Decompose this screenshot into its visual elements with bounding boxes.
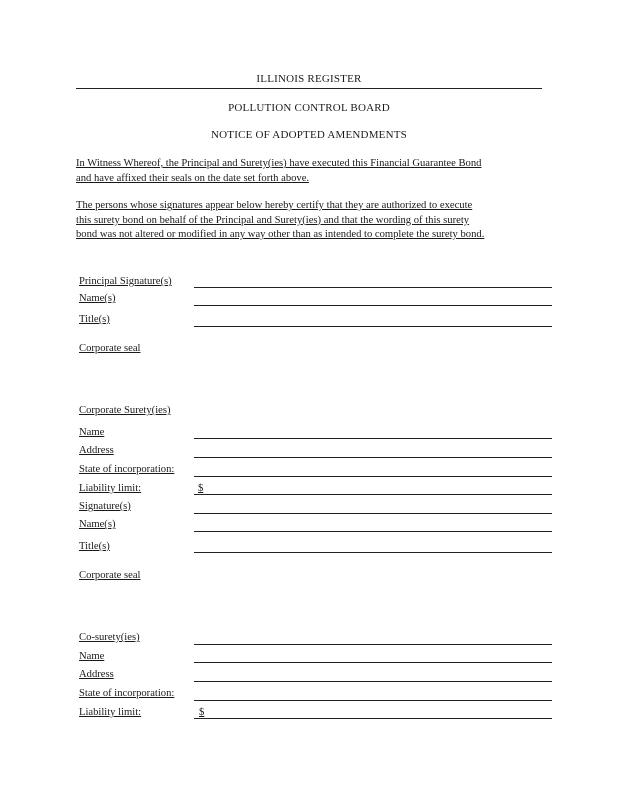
witness-line-1: In Witness Whereof, the Principal and Surety(ies) have executed this Financial Guarantee Bond: [76, 158, 482, 169]
principal-titles-field[interactable]: [194, 326, 552, 327]
principal-corporate-seal-label: Corporate seal: [79, 343, 141, 354]
cosurety-liability-currency: $: [199, 707, 205, 718]
cosurety-name-field[interactable]: [194, 662, 552, 663]
cosurety-state-label: State of incorporation:: [79, 688, 175, 699]
surety-state-label: State of incorporation:: [79, 464, 175, 475]
notice-title: NOTICE OF ADOPTED AMENDMENTS: [211, 129, 407, 141]
certify-line-2: this surety bond on behalf of the Principal and Surety(ies) and that the wording of this surety: [76, 214, 470, 226]
certify-line-3: bond was not altered or modified in any way other than as intended to complete the surety bond.: [76, 229, 485, 241]
surety-state-field[interactable]: [194, 476, 552, 477]
register-title: ILLINOIS REGISTER: [76, 73, 542, 89]
certify-paragraph: [76, 199, 546, 243]
principal-names-field[interactable]: [194, 305, 552, 306]
witness-paragraph: [76, 157, 546, 186]
certify-line-1: The persons whose signatures appear below hereby certify that they are authorized to execute: [76, 200, 473, 211]
cosurety-liability-label: Liability limit:: [79, 707, 142, 718]
cosurety-state-field[interactable]: [194, 700, 552, 701]
surety-signatures-label: Signature(s): [79, 501, 131, 512]
surety-address-label: Address: [79, 445, 114, 456]
principal-signature-label: Principal Signature(s): [79, 276, 172, 287]
principal-titles-label: Title(s): [79, 314, 110, 325]
surety-heading: Corporate Surety(ies): [79, 405, 171, 416]
surety-titles-label: Title(s): [79, 541, 110, 552]
surety-names-label: Name(s): [79, 519, 116, 530]
surety-name-field[interactable]: [194, 438, 552, 439]
surety-liability-currency: $: [198, 483, 204, 494]
cosurety-name-label: Name: [79, 651, 105, 662]
principal-signature-field[interactable]: [194, 287, 552, 288]
cosurety-heading-field[interactable]: [194, 644, 552, 645]
surety-titles-field[interactable]: [194, 552, 552, 553]
witness-line-2: and have affixed their seals on the date set forth above.: [76, 172, 310, 184]
cosurety-heading: Co-surety(ies): [79, 632, 140, 643]
surety-signatures-field[interactable]: [194, 513, 552, 514]
surety-liability-label: Liability limit:: [79, 483, 142, 494]
principal-names-label: Name(s): [79, 293, 116, 304]
surety-liability-field[interactable]: [194, 494, 552, 495]
surety-name-label: Name: [79, 427, 105, 438]
cosurety-address-field[interactable]: [194, 681, 552, 682]
cosurety-liability-field[interactable]: [194, 718, 552, 719]
board-name: POLLUTION CONTROL BOARD: [228, 102, 390, 114]
surety-address-field[interactable]: [194, 457, 552, 458]
cosurety-address-label: Address: [79, 669, 114, 680]
surety-names-field[interactable]: [194, 531, 552, 532]
surety-corporate-seal-label: Corporate seal: [79, 570, 141, 581]
